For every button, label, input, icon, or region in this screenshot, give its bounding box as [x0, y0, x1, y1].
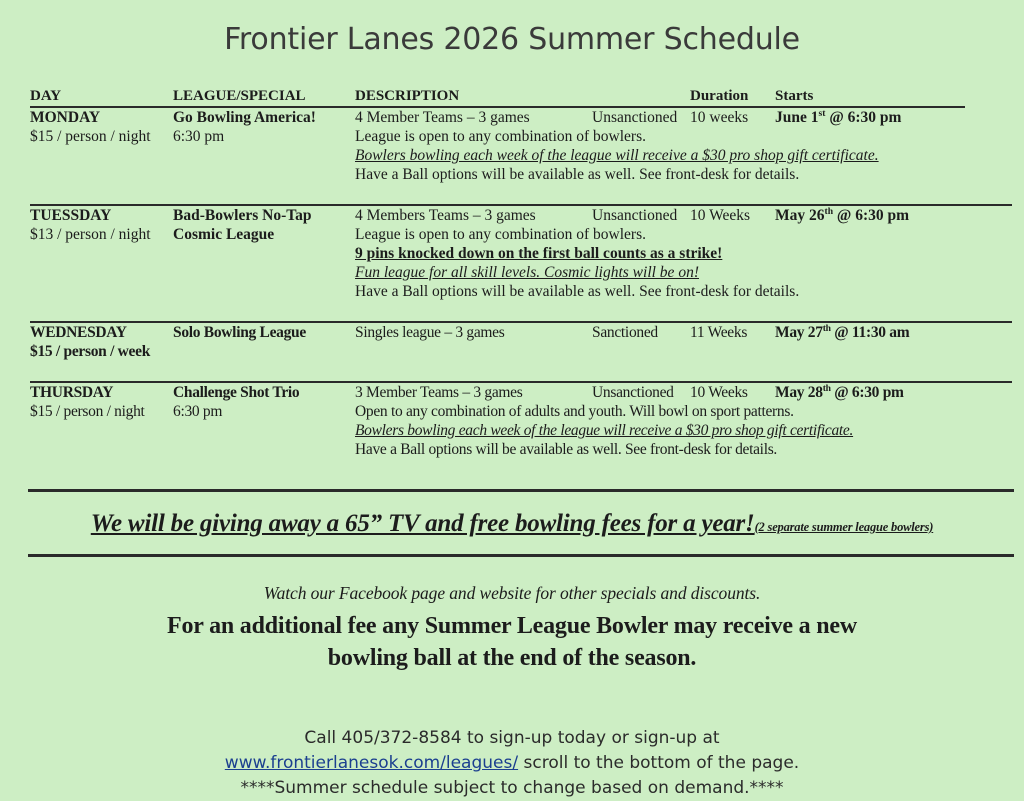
row-league: Solo Bowling League: [173, 324, 306, 341]
row-starts-date: May 27: [775, 324, 823, 341]
row-starts: [775, 108, 901, 127]
promo-headline: [0, 610, 1024, 674]
row-description: 4 Members Teams – 3 games: [355, 207, 536, 224]
row-day: MONDAY: [30, 109, 101, 126]
row-duration: 10 Weeks: [690, 384, 748, 401]
row-note: Bowlers bowling each week of the league will receive a $30 pro shop gift certificate.: [355, 147, 879, 164]
row-starts-date: May 28: [775, 384, 823, 401]
row-sanction: Unsanctioned: [592, 207, 678, 224]
website-line-rest: scroll to the bottom of the page.: [518, 753, 800, 773]
row-price: $15 / person / night: [30, 403, 145, 420]
row-league: Go Bowling America!: [173, 109, 316, 126]
table-row: [0, 323, 1024, 361]
row-note: League is open to any combination of bowlers.: [355, 128, 646, 145]
table-row: [0, 383, 1024, 459]
row-price: $15 / person / night: [30, 128, 151, 145]
row-league: Challenge Shot Trio: [173, 384, 300, 401]
header-duration: Duration: [690, 88, 749, 104]
table-row: [0, 206, 1024, 301]
contact-website-line: [0, 751, 1024, 776]
row-starts-time: @ 6:30 pm: [833, 207, 910, 224]
row-description: Singles league – 3 games: [355, 324, 505, 341]
row-note: Fun league for all skill levels. Cosmic lights will be on!: [355, 264, 699, 281]
row-duration: 10 Weeks: [690, 207, 751, 224]
row-starts: [775, 383, 904, 402]
giveaway-headline: We will be giving away a 65” TV and free bowling fees for a year!: [90, 510, 755, 537]
website-link[interactable]: www.frontierlanesok.com/leagues/: [224, 753, 519, 773]
header-description: DESCRIPTION: [355, 88, 460, 104]
contact-phone-line: Call 405/372-8584 to sign-up today or sign-up at: [304, 728, 720, 748]
row-sanction: Sanctioned: [592, 324, 658, 341]
row-duration: 11 Weeks: [690, 324, 748, 341]
row-starts-ordinal: st: [818, 107, 826, 119]
row-starts-date: June 1: [775, 109, 819, 126]
header-day: DAY: [30, 88, 62, 104]
row-price: $13 / person / night: [30, 226, 151, 243]
row-description: 3 Member Teams – 3 games: [355, 384, 523, 401]
contact-disclaimer: ****Summer schedule subject to change based on demand.****: [240, 778, 784, 798]
row-starts-ordinal: th: [822, 382, 831, 394]
row-sanction: Unsanctioned: [592, 384, 674, 401]
row-price: $15 / person / week: [30, 343, 151, 360]
row-starts-ordinal: th: [822, 322, 831, 334]
promo-headline-line2: bowling ball at the end of the season.: [327, 645, 697, 671]
row-league-time: 6:30 pm: [173, 403, 223, 420]
page-title: Frontier Lanes 2026 Summer Schedule: [224, 22, 800, 57]
promo-section: [0, 583, 1024, 674]
row-day: WEDNESDAY: [30, 324, 127, 341]
row-note: Have a Ball options will be available as well. See front-desk for details.: [355, 441, 778, 458]
promo-watch-text: Watch our Facebook page and website for other specials and discounts.: [263, 583, 761, 603]
promo-headline-line1: For an additional fee any Summer League Bowler may receive a new: [166, 613, 858, 639]
banner-bottom-divider: [28, 554, 1014, 557]
row-league-time: 6:30 pm: [173, 128, 225, 145]
row-description: 4 Member Teams – 3 games: [355, 109, 530, 126]
row-duration: 10 weeks: [690, 109, 749, 126]
giveaway-banner: [0, 492, 1024, 554]
giveaway-footnote: (2 separate summer league bowlers): [754, 520, 934, 534]
row-league: Bad-Bowlers No-Tap: [173, 207, 312, 224]
row-starts: [775, 206, 909, 225]
row-starts: [775, 323, 909, 342]
row-day: THURSDAY: [30, 384, 114, 401]
table-row: [0, 108, 1024, 184]
row-note: Have a Ball options will be available as well. See front-desk for details.: [355, 166, 800, 183]
header-league: LEAGUE/SPECIAL: [173, 88, 306, 104]
row-starts-date: May 26: [775, 207, 825, 224]
table-header-row: [0, 87, 1024, 106]
row-note: Bowlers bowling each week of the league will receive a $30 pro shop gift certificate.: [355, 422, 854, 439]
row-sanction: Unsanctioned: [592, 109, 678, 126]
header-starts: Starts: [775, 88, 814, 104]
row-day: TUESSDAY: [30, 207, 112, 224]
row-starts-time: @ 11:30 am: [830, 324, 910, 341]
row-note: League is open to any combination of bowlers.: [355, 226, 646, 243]
row-note: Open to any combination of adults and youth. Will bowl on sport patterns.: [355, 403, 794, 420]
schedule-table: [0, 87, 1024, 459]
row-starts-time: @ 6:30 pm: [825, 109, 902, 126]
contact-section: [0, 726, 1024, 801]
row-starts-time: @ 6:30 pm: [830, 384, 904, 401]
row-league-time: Cosmic League: [173, 226, 275, 243]
row-note: 9 pins knocked down on the first ball counts as a strike!: [355, 245, 723, 262]
row-note: Have a Ball options will be available as well. See front-desk for details.: [355, 283, 800, 300]
row-starts-ordinal: th: [824, 205, 834, 217]
